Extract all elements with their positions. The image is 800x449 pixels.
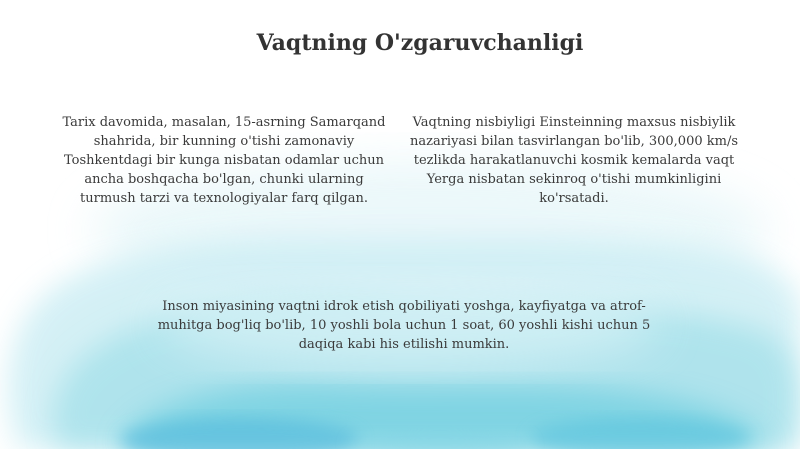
slide-title: Vaqtning O'zgaruvchanligi bbox=[256, 30, 584, 56]
bottom-paragraph: Inson miyasining vaqtni idrok etish qobiliyati yoshga, kayfiyatga va atrof-muhitga bog'liq bo'lib, 10 yoshli bola uchun 1 soat, 60 yoshli kishi uchun 5 daqiqa kabi his etilishi mumkin. bbox=[157, 299, 651, 352]
right-paragraph: Vaqtning nisbiyligi Einsteinning maxsus nisbiylik nazariyasi bilan tasvirlangan bo'lib, 300,000 km/s tezlikda harakatlanuvchi kosmik kemalarda vaqt Yerga nisbatan sekinroq o'tishi mumkinligini ko'rsatadi. bbox=[409, 115, 739, 206]
left-paragraph: Tarix davomida, masalan, 15-asrning Samarqand shahrida, bir kunning o'tishi zamonaviy Toshkentdagi bir kunga nisbatan odamlar uchun ancha boshqacha bo'lgan, chunki ularning turmush tarzi va texnologiyalar farq qilgan. bbox=[62, 115, 386, 206]
